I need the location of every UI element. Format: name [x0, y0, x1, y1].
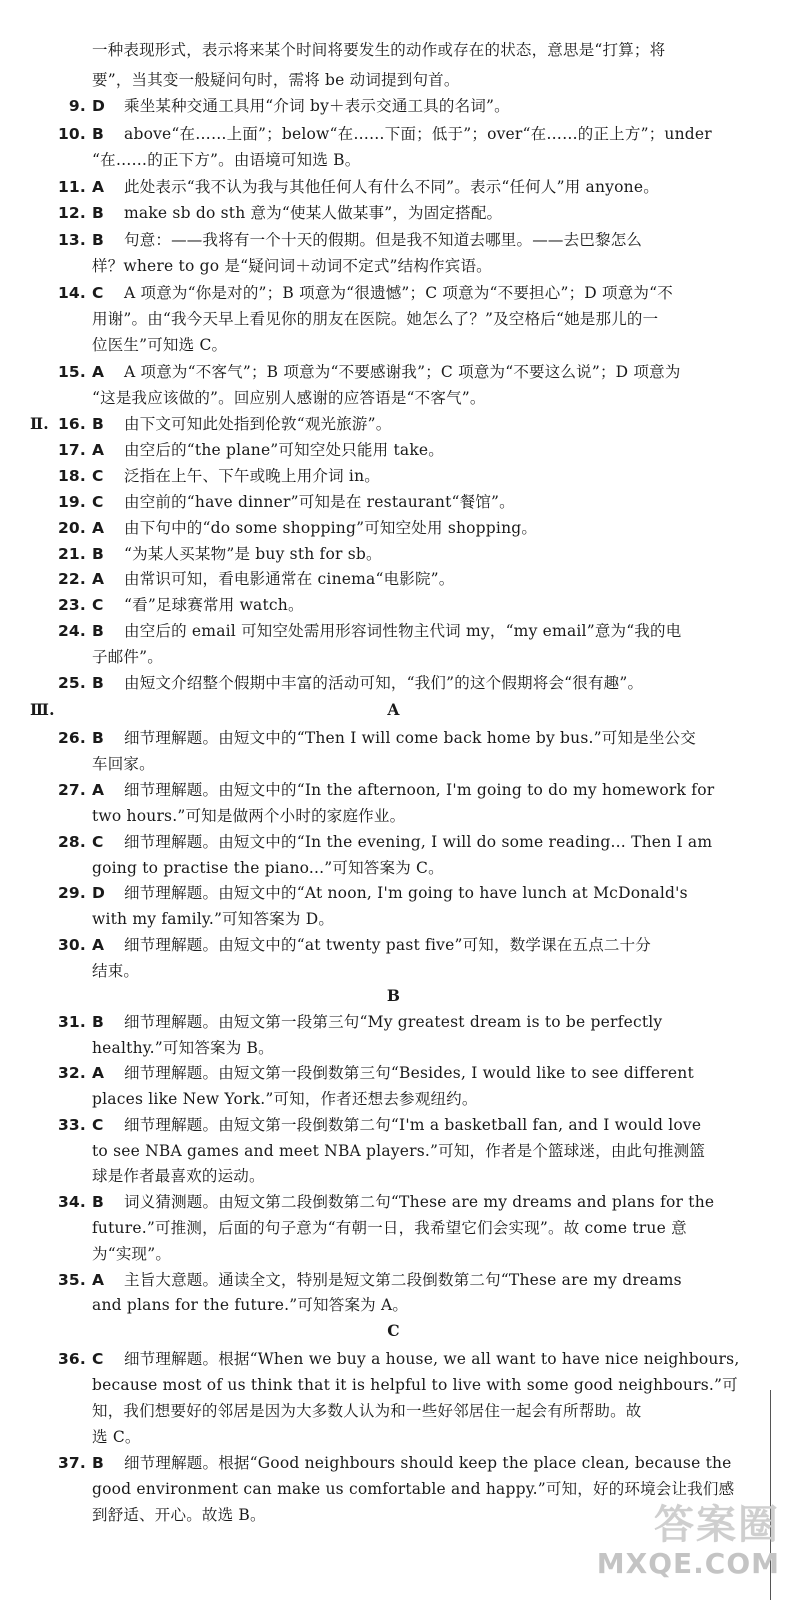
answer-explanation: 细节理解题。由短文第一段倒数第三句“Besides, I would like to see different	[124, 1064, 694, 1082]
question-number: 21.	[57, 545, 86, 563]
answer-letter: C	[92, 833, 104, 851]
explanation-continuation: with my family.”可知答案为 D。	[92, 910, 335, 928]
answer-letter: D	[92, 884, 106, 902]
question-number: 13.	[57, 231, 86, 249]
answer-letter: B	[92, 674, 105, 692]
answer-explanation: 细节理解题。由短文第一段第三句“My greatest dream is to be perfectly	[124, 1013, 663, 1031]
answer-letter: C	[92, 596, 104, 614]
answer-explanation: “看”足球赛常用 watch。	[124, 596, 304, 614]
explanation-continuation: 用谢”。由“我今天早上看见你的朋友在医院。她怎么了？”及空格后“她是那儿的一	[92, 310, 659, 328]
answer-explanation: 由短文介绍整个假期中丰富的活动可知，“我们”的这个假期将会“很有趣”。	[124, 674, 644, 692]
question-number: 11.	[57, 178, 86, 196]
question-number: 15.	[57, 363, 86, 381]
explanation-continuation: 子邮件”。	[92, 648, 163, 666]
answer-explanation: 由空后的“the plane”可知空处只能用 take。	[124, 441, 444, 459]
question-number: 17.	[57, 441, 86, 459]
explanation-continuation: two hours.”可知是做两个小时的家庭作业。	[92, 807, 406, 825]
question-number: 31.	[57, 1013, 86, 1031]
answer-letter: C	[92, 1116, 104, 1134]
section-numeral: Ⅱ.	[30, 414, 49, 433]
watermark-logo: 答案圈	[654, 1502, 780, 1548]
answer-letter: B	[92, 1454, 105, 1472]
question-number: 12.	[57, 204, 86, 222]
question-number: 33.	[57, 1116, 86, 1134]
answer-explanation: 句意：——我将有一个十天的假期。但是我不知道去哪里。——去巴黎怎么	[124, 231, 643, 249]
question-number: 24.	[57, 622, 86, 640]
question-number: 10.	[57, 125, 86, 143]
question-number: 29.	[57, 884, 86, 902]
question-number: 36.	[57, 1350, 86, 1368]
explanation-continuation: 知，我们想要好的邻居是因为大多数人认为和一些好邻居住一起会有所帮助。故	[92, 1402, 642, 1420]
explanation-continuation: 为“实现”。	[92, 1245, 172, 1263]
question-number: 25.	[57, 674, 86, 692]
question-number: 27.	[57, 781, 86, 799]
answer-letter: C	[92, 467, 104, 485]
answer-letter: B	[92, 204, 105, 222]
explanation-continuation: future.”可推测，后面的句子意为“有朝一日，我希望它们会实现”。故 come true 意	[92, 1219, 687, 1237]
answer-letter: B	[92, 622, 105, 640]
question-number: 28.	[57, 833, 86, 851]
answer-explanation: 细节理解题。由短文中的“Then I will come back home by bus.”可知是坐公交	[124, 729, 696, 747]
answer-explanation: 细节理解题。由短文中的“At noon, I'm going to have lunch at McDonald's	[124, 884, 688, 902]
explanation-continuation: healthy.”可知答案为 B。	[92, 1039, 274, 1057]
answer-explanation: “为某人买某物”是 buy sth for sb。	[124, 545, 382, 563]
passage-heading: A	[387, 700, 400, 719]
explanation-continuation: 到舒适、开心。故选 B。	[92, 1506, 266, 1524]
question-number: 30.	[57, 936, 86, 954]
question-number: 35.	[57, 1271, 86, 1289]
answer-letter: B	[92, 1013, 105, 1031]
answer-explanation: 由常识可知，看电影通常在 cinema“电影院”。	[124, 570, 455, 588]
answer-explanation: 细节理解题。由短文中的“In the afternoon, I'm going to do my homework for	[124, 781, 715, 799]
answer-explanation: 由空前的“have dinner”可知是在 restaurant“餐馆”。	[124, 493, 515, 511]
answer-letter: A	[92, 1064, 105, 1082]
question-number: 9.	[68, 97, 86, 115]
explanation-continuation: because most of us think that it is helpful to live with some good neighbours.”可	[92, 1376, 738, 1394]
explanation-continuation: places like New York.”可知，作者还想去参观纽约。	[92, 1090, 478, 1108]
answer-letter: A	[92, 178, 105, 196]
answer-explanation: 由下句中的“do some shopping”可知空处用 shopping。	[124, 519, 538, 537]
answer-letter: B	[92, 1193, 105, 1211]
site-watermark	[540, 1502, 780, 1598]
question-number: 22.	[57, 570, 86, 588]
question-number: 32.	[57, 1064, 86, 1082]
explanation-continuation: 车回家。	[92, 755, 155, 773]
answer-letter: A	[92, 936, 105, 954]
answer-letter: D	[92, 97, 106, 115]
explanation-continuation: 要”，当其变一般疑问句时，需将 be 动词提到句首。	[92, 71, 460, 89]
explanation-continuation: 样？where to go 是“疑问词＋动词不定式”结构作宾语。	[92, 257, 492, 275]
answer-explanation: 词义猜测题。由短文第二段倒数第二句“These are my dreams and plans for the	[124, 1193, 715, 1211]
answer-explanation: A 项意为“不客气”；B 项意为“不要感谢我”；C 项意为“不要这么说”；D 项意为	[124, 363, 681, 381]
answer-explanation: 乘坐某种交通工具用“介词 by＋表示交通工具的名词”。	[124, 97, 510, 115]
watermark-url: MXQE.COM	[596, 1547, 780, 1580]
answer-explanation: 细节理解题。根据“Good neighbours should keep the place clean, because the	[124, 1454, 732, 1472]
answer-letter: B	[92, 545, 105, 563]
question-number: 18.	[57, 467, 86, 485]
answer-explanation: 由下文可知此处指到伦敦“观光旅游”。	[124, 415, 392, 433]
passage-heading: C	[387, 1321, 400, 1340]
answer-letter: A	[92, 570, 105, 588]
answer-explanation: 细节理解题。由短文第一段倒数第二句“I'm a basketball fan, and I would love	[124, 1116, 702, 1134]
answer-explanation: 主旨大意题。通读全文，特别是短文第二段倒数第二句“These are my dreams	[124, 1271, 682, 1289]
answer-letter: B	[92, 729, 105, 747]
explanation-continuation: 结束。	[92, 962, 140, 980]
answer-letter: A	[92, 1271, 105, 1289]
explanation-continuation: “这是我应该做的”。回应别人感谢的应答语是“不客气”。	[92, 389, 486, 407]
question-number: 34.	[57, 1193, 86, 1211]
question-number: 23.	[57, 596, 86, 614]
answer-letter: A	[92, 519, 105, 537]
question-number: 19.	[57, 493, 86, 511]
answer-letter: B	[92, 231, 105, 249]
answer-letter: B	[92, 415, 105, 433]
explanation-continuation: 位医生”可知选 C。	[92, 336, 228, 354]
answer-letter: B	[92, 125, 105, 143]
question-number: 37.	[57, 1454, 86, 1472]
answer-letter: A	[92, 781, 105, 799]
answer-explanation: above“在……上面”；below“在……下面；低于”；over“在……的正上方”；under	[124, 125, 712, 143]
answer-explanation: 细节理解题。根据“When we buy a house, we all want to have nice neighbours,	[124, 1350, 740, 1368]
answer-explanation: 泛指在上午、下午或晚上用介词 in。	[124, 467, 380, 485]
explanation-continuation: to see NBA games and meet NBA players.”可知，作者是个篮球迷，由此句推测篮	[92, 1142, 706, 1160]
explanation-continuation: 一种表现形式，表示将来某个时间将要发生的动作或存在的状态，意思是“打算；将	[92, 41, 666, 59]
answer-explanation: make sb do sth 意为“使某人做某事”，为固定搭配。	[124, 204, 503, 222]
explanation-continuation: “在……的正下方”。由语境可知选 B。	[92, 151, 361, 169]
question-number: 14.	[57, 284, 86, 302]
question-number: 16.	[57, 415, 86, 433]
answer-explanation: 此处表示“我不认为我与其他任何人有什么不同”。表示“任何人”用 anyone。	[124, 178, 659, 196]
answer-letter: C	[92, 493, 104, 511]
answer-letter: C	[92, 1350, 104, 1368]
answer-letter: A	[92, 441, 105, 459]
passage-heading: B	[386, 986, 401, 1005]
answer-explanation: A 项意为“你是对的”；B 项意为“很遗憾”；C 项意为“不要担心”；D 项意为“不	[124, 284, 673, 302]
answer-explanation: 由空后的 email 可知空处需用形容词性物主代词 my，“my email”意为“我的电	[124, 622, 682, 640]
explanation-continuation: 球是作者最喜欢的运动。	[92, 1167, 265, 1185]
explanation-continuation: and plans for the future.”可知答案为 A。	[92, 1296, 409, 1314]
answer-letter: A	[92, 363, 105, 381]
answer-letter: C	[92, 284, 104, 302]
section-numeral: Ⅲ.	[30, 700, 55, 719]
question-number: 20.	[57, 519, 86, 537]
explanation-continuation: good environment can make us comfortable and happy.”可知，好的环境会让我们感	[92, 1480, 735, 1498]
answer-explanation: 细节理解题。由短文中的“In the evening, I will do some reading... Then I am	[124, 833, 713, 851]
explanation-continuation: going to practise the piano...”可知答案为 C。	[92, 859, 444, 877]
question-number: 26.	[57, 729, 86, 747]
explanation-continuation: 选 C。	[92, 1428, 141, 1446]
answer-explanation: 细节理解题。由短文中的“at twenty past five”可知，数学课在五点二十分	[124, 936, 652, 954]
